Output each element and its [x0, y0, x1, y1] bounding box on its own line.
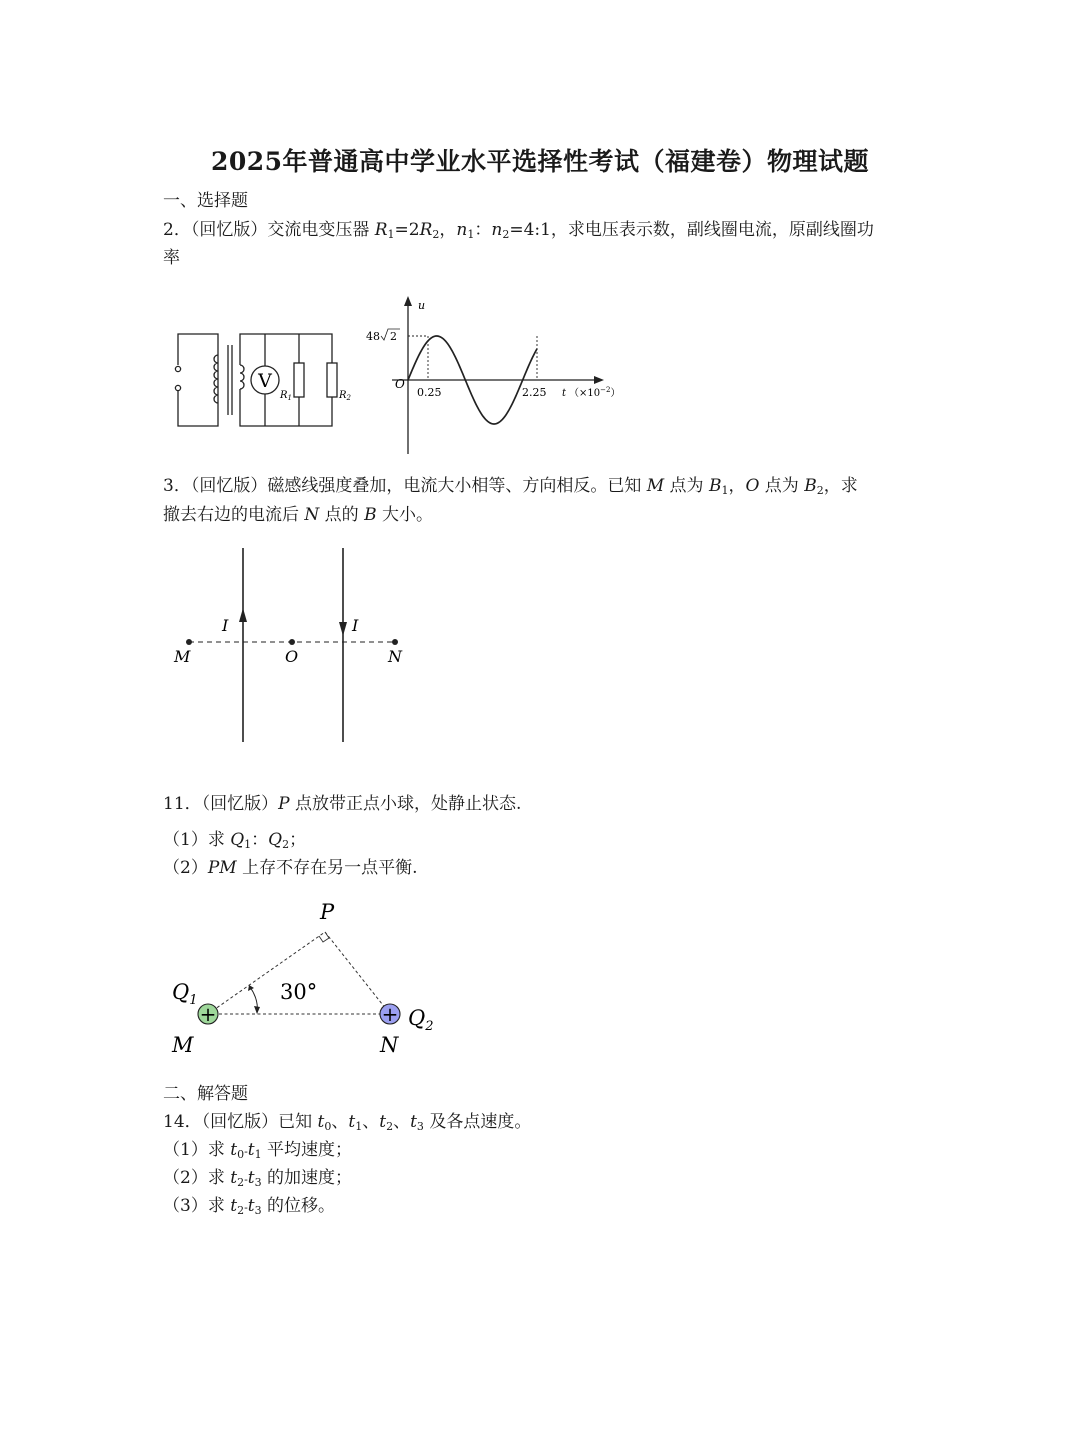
x-tick-2-25: 2.25 [522, 386, 547, 399]
point-n [392, 639, 398, 645]
question-14-part-2: （2）求 $t_2-t_3$ 的加速度； [163, 1168, 353, 1189]
label-q1: $Q_1$ [172, 980, 198, 1008]
t-axis-label: t $(\times 10^{-2})$ [562, 386, 621, 399]
question-11-text: 11．（回忆版）P 点放带正点小球，处静止状态. [163, 794, 522, 814]
charges-triangle-diagram [160, 892, 450, 1062]
svg-text:2: 2 [390, 330, 397, 343]
question-14-text: 14．（回忆版）已知 $t_0$、$t_1$、$t_2$、$t_3$ 及各点速度。 [163, 1112, 532, 1133]
point-o [289, 639, 295, 645]
question-2-text: 2．（回忆版）交流电变压器 $R_1=2R_2$，$n_1$：$n_2=4:1$，求电压表示数，副线圈电流，原副线圈功 [163, 220, 874, 241]
question-2-text-cont: 率 [163, 248, 180, 268]
voltmeter-label: V [258, 370, 272, 392]
voltage-time-graph [362, 292, 642, 460]
q1-plus-sign: + [199, 1002, 217, 1026]
svg-text:R2: $R_2$ [339, 390, 351, 402]
primary-terminal-top [175, 366, 180, 371]
label-m: M [174, 647, 191, 666]
primary-terminal-bottom [175, 385, 180, 390]
page-title: 2025年普通高中学业水平选择性考试（福建卷）物理试题 [210, 147, 870, 176]
resistor-r2-symbol [327, 363, 337, 397]
two-wires-field-diagram [160, 540, 420, 750]
question-3-text: 3．（回忆版）磁感线强度叠加，电流大小相等、方向相反。已知 M 点为 $B_1$，O 点为 $B_2$，求 [163, 476, 858, 497]
label-m: M [172, 1033, 194, 1057]
question-3-text-cont: 撤去右边的电流后 N 点的 B 大小。 [163, 505, 433, 525]
transformer-circuit-diagram [160, 325, 370, 435]
label-p: P [320, 900, 335, 924]
left-current-label: I [222, 616, 229, 635]
origin-label: O [395, 377, 405, 391]
resistor-r1-symbol [294, 363, 304, 397]
question-14-part-3: （3）求 $t_2-t_3$ 的位移。 [163, 1196, 336, 1217]
section-answer-heading: 二、解答题 [163, 1084, 248, 1104]
angle-label: 30° [280, 980, 318, 1004]
question-14-part-1: （1）求 $t_0-t_1$ 平均速度； [163, 1140, 353, 1161]
svg-text:48: 48 [366, 330, 380, 343]
right-current-label: I [352, 616, 359, 635]
up-current-arrow [239, 608, 247, 622]
label-n: N [380, 1033, 399, 1057]
y-tick-label [366, 329, 400, 343]
right-angle-mark [319, 932, 329, 942]
question-11-part-1: （1）求 $Q_1$：$Q_2$； [163, 830, 307, 851]
label-q2: $Q_2$ [408, 1006, 434, 1034]
question-11-part-2: （2）PM 上存不存在另一点平衡. [163, 858, 418, 878]
label-n: N [388, 647, 402, 666]
x-tick-0-25: 0.25 [417, 386, 442, 399]
u-axis-label: u [418, 299, 426, 312]
point-m [186, 639, 192, 645]
line-pn [325, 932, 390, 1014]
svg-text:R1: $R_1$ [280, 390, 292, 402]
q2-plus-sign: + [381, 1002, 399, 1026]
down-current-arrow [339, 622, 347, 636]
section-choice-heading: 一、选择题 [163, 191, 248, 211]
label-o: O [285, 647, 299, 666]
